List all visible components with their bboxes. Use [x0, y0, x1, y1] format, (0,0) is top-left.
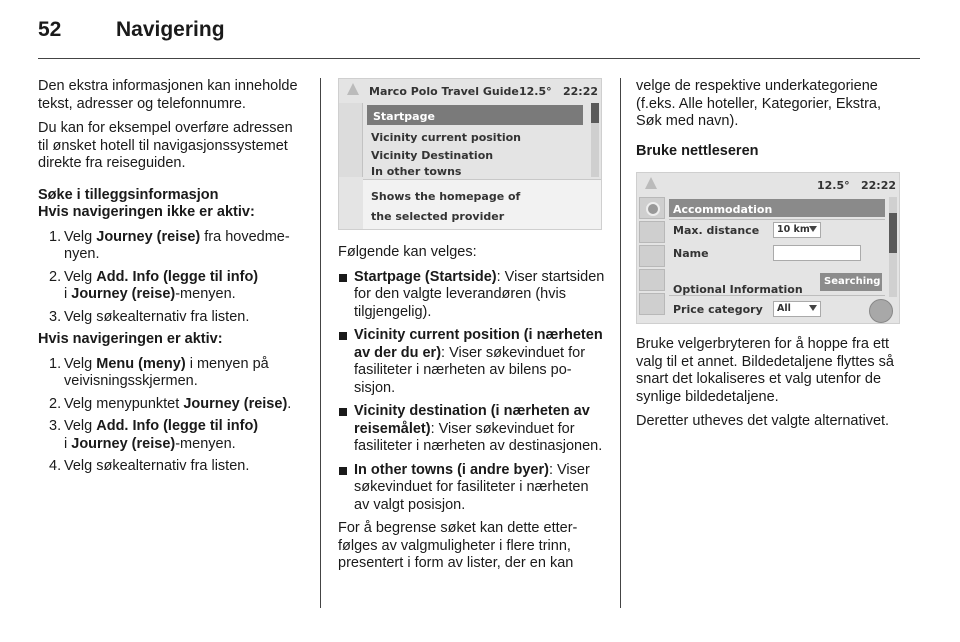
- optional-information-label: Optional Information: [673, 283, 803, 296]
- dropdown-arrow-icon: [809, 305, 817, 311]
- side-button[interactable]: [639, 197, 665, 219]
- price-category-label: Price category: [673, 303, 763, 316]
- list-item: 1. Velg Menu (meny) i menyen på veivisningsskjermen.: [49, 355, 269, 389]
- paragraph: For å begrense søket kan dette etterfølges av valgmuligheter i flere trinn, presentert i form av lister, der en kan: [338, 520, 578, 571]
- step-list: [38, 229, 303, 327]
- screen-title-bar: [339, 79, 601, 101]
- column-3: [636, 78, 904, 438]
- page-title: Navigering: [116, 18, 225, 41]
- step-list: [38, 356, 303, 476]
- column-1: [38, 78, 303, 481]
- screen-side-buttons: [637, 197, 667, 323]
- record-icon: [646, 202, 660, 216]
- column-divider: [620, 78, 621, 608]
- list-item: 2. Velg menypunktet Journey (reise).: [49, 395, 292, 412]
- side-button[interactable]: [639, 221, 665, 243]
- paragraph: velge de respektive underkategoriene (f.eks. Alle hoteller, Kategorier, Ekstra, Søk med navn).: [636, 78, 882, 129]
- paragraph: Bruke velgerbryteren for å hoppe fra ett valg til et annet. Bildedetaljene flyttes så snart det lokaliseres et valg utenfor de synlige bildedetaljene.: [636, 336, 894, 405]
- clock: 22:22: [563, 85, 599, 98]
- bullet-list: [338, 269, 605, 515]
- menu-item-vicinity-destination[interactable]: Vicinity Destination: [371, 149, 494, 162]
- header-rule: [38, 58, 920, 59]
- screen-title: Marco Polo Travel Guide: [369, 85, 519, 98]
- clock: 22:22: [861, 179, 897, 192]
- temperature: 12.5°: [817, 179, 850, 192]
- menu-item-vicinity-current[interactable]: Vicinity current position: [371, 131, 521, 144]
- price-category-select[interactable]: All: [773, 301, 821, 317]
- list-item: 3. Velg søkealternativ fra listen.: [49, 308, 250, 325]
- menu-item-other-towns[interactable]: In other towns: [371, 165, 462, 178]
- side-button[interactable]: [639, 269, 665, 291]
- description-line: Shows the homepage of: [371, 190, 521, 203]
- list-item: 3. Velg Add. Info (legge til info) i Journey (reise)-menyen.: [49, 418, 259, 452]
- screen-side-strip: [339, 103, 363, 177]
- dropdown-arrow-icon: [809, 226, 817, 232]
- page-number: 52: [38, 18, 62, 41]
- name-label: Name: [673, 247, 709, 260]
- list-item: Vicinity destination (i nærheten av reisemålet): Viser søkevinduet for fasiliteter i nærheten av destinasjonen.: [338, 403, 605, 456]
- temperature: 12.5°: [519, 85, 552, 98]
- travel-guide-screenshot: [338, 78, 602, 230]
- paragraph: Deretter utheves det valgte alternativet.: [636, 413, 890, 429]
- section-heading: Bruke nettleseren: [636, 142, 759, 159]
- description-line: the selected provider: [371, 210, 505, 223]
- column-divider: [320, 78, 321, 608]
- description-box: [363, 179, 601, 229]
- scrollbar-thumb[interactable]: [591, 103, 599, 123]
- distance-select[interactable]: 10 km: [773, 222, 821, 238]
- accommodation-title[interactable]: Accommodation: [669, 199, 885, 217]
- section-subheading: Hvis navigeringen er aktiv:: [38, 331, 223, 347]
- navigation-arrow-icon: [645, 177, 657, 189]
- accommodation-screenshot: [636, 172, 900, 324]
- side-button[interactable]: [639, 245, 665, 267]
- menu-item-startpage[interactable]: Startpage: [367, 105, 583, 125]
- column-2: [338, 78, 605, 580]
- list-item: In other towns (i andre byer): Viser søkevinduet for fasiliteter i nærheten av valgt posisjon.: [338, 462, 605, 515]
- row-divider: [669, 219, 885, 220]
- list-item: 2. Velg Add. Info (legge til info) i Journey (reise)-menyen.: [49, 268, 259, 302]
- paragraph: Den ekstra informasjonen kan inneholde tekst, adresser og telefonnumre.: [38, 78, 298, 112]
- list-item: 1. Velg Journey (reise) fra hovedmenyen.: [49, 228, 290, 262]
- scrollbar-thumb[interactable]: [889, 213, 897, 253]
- paragraph: Følgende kan velges:: [338, 244, 477, 260]
- page-header: [38, 18, 918, 58]
- paragraph: Du kan for eksempel overføre adressen til ønsket hotell til navigasjonssystemet direkte fra reiseguiden.: [38, 120, 293, 171]
- section-subheading: Hvis navigeringen ikke er aktiv:: [38, 204, 255, 220]
- max-distance-label: Max. distance: [673, 224, 760, 237]
- list-item: Startpage (Startside): Viser startsiden for den valgte leverandøren (hvis tilgjengelig).: [338, 269, 605, 322]
- searching-button[interactable]: Searching: [820, 273, 882, 291]
- navigation-arrow-icon: [347, 83, 359, 95]
- side-button[interactable]: [639, 293, 665, 315]
- list-item: 4. Velg søkealternativ fra listen.: [49, 458, 250, 474]
- name-input[interactable]: [773, 245, 861, 261]
- screen-title-bar: [637, 173, 899, 195]
- selector-joystick-icon: [869, 299, 893, 323]
- section-heading: Søke i tilleggsinformasjon: [38, 186, 219, 203]
- list-item: Vicinity current position (i nærheten av der du er): Viser søkevinduet for fasiliteter i nærheten av bilens posisjon.: [338, 327, 605, 397]
